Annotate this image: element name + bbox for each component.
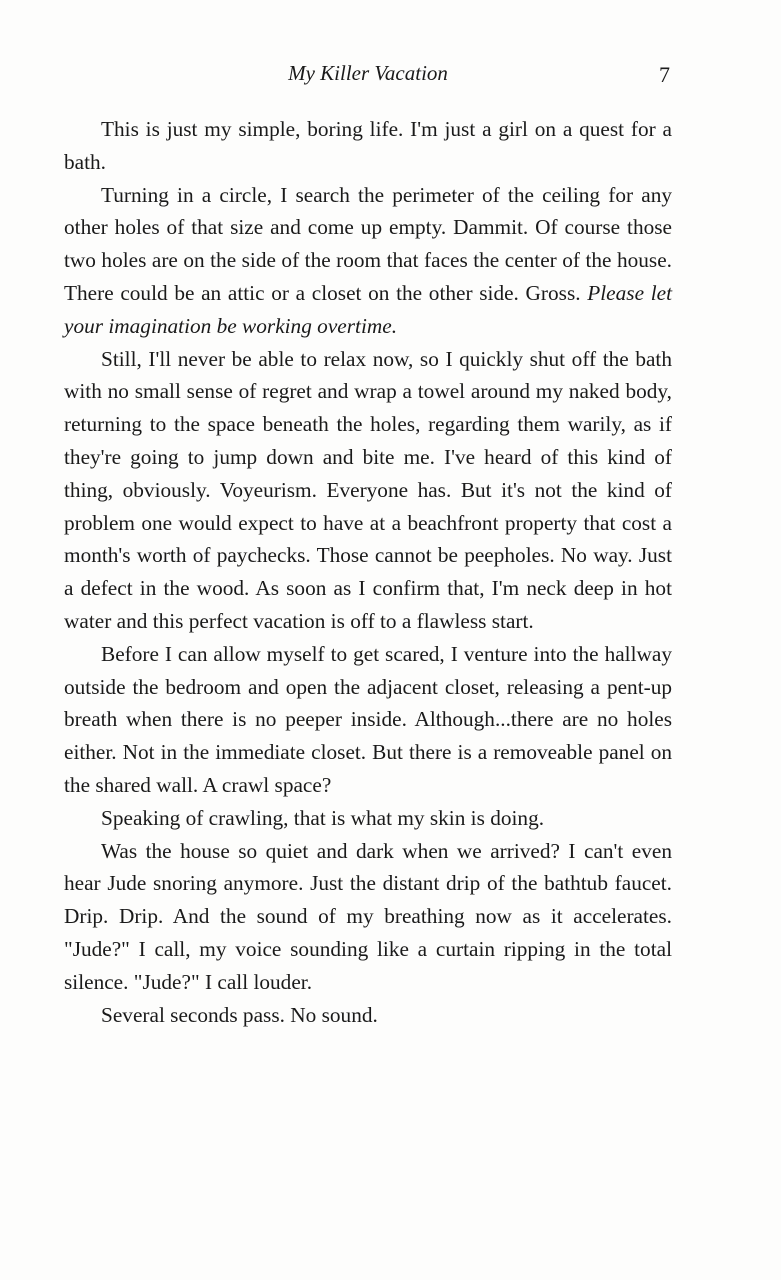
paragraph-italic-text: Please let your imagination be working overtime. <box>64 280 672 338</box>
paragraph-4 <box>64 638 672 802</box>
paragraph-text: Several seconds pass. No sound. <box>101 1002 378 1027</box>
paragraph-2 <box>64 179 672 343</box>
paragraph-6 <box>64 835 672 999</box>
paragraph-text: Was the house so quiet and dark when we arrived? I can't even hear Jude snoring anymore. Just the distant drip of the bathtub faucet. Drip. Drip. And the sound of my breathing now as it accelerates. "Jude?" I call, my voice sounding like a curtain ripping in the total silence. "Jude?" I call louder. <box>64 838 672 994</box>
paragraph-text: This is just my simple, boring life. I'm just a girl on a quest for a bath. <box>64 117 672 174</box>
paragraph-3 <box>64 343 672 638</box>
page-header <box>64 58 672 90</box>
page-number: 7 <box>659 62 670 87</box>
running-title: My Killer Vacation <box>288 61 448 85</box>
paragraph-text: Still, I'll never be able to relax now, so I quickly shut off the bath with no small sense of regret and wrap a towel around my naked body, returning to the space beneath the holes, regarding them warily, as if they're going to jump down and bite me. I've heard of this kind of thing, obviously. Voyeurism. Everyone has. But it's not the kind of problem one would expect to have at a beachfront property that cost a month's worth of paychecks. Those cannot be peepholes. No way. Just a defect in the wood. As soon as I confirm that, I'm neck deep in hot water and this perfect vacation is off to a flawless start. <box>64 346 672 633</box>
paragraph-7 <box>64 999 672 1032</box>
paragraph-1 <box>64 113 672 179</box>
paragraph-5 <box>64 802 672 835</box>
paragraph-text: Speaking of crawling, that is what my skin is doing. <box>101 805 545 830</box>
body-text <box>64 113 672 1031</box>
paragraph-text: Turning in a circle, I search the perimeter of the ceiling for any other holes of that size and come up empty. Dammit. Of course those two holes are on the side of the room that faces the center of the house. There could be an attic or a closet on the other side. Gross. <box>64 182 672 305</box>
paragraph-text: Before I can allow myself to get scared, I venture into the hallway outside the bedroom and open the adjacent closet, releasing a pent-up breath when there is no peeper inside. Although...there are no holes either. Not in the immediate closet. But there is a removeable panel on the shared wall. A crawl space? <box>64 641 672 797</box>
